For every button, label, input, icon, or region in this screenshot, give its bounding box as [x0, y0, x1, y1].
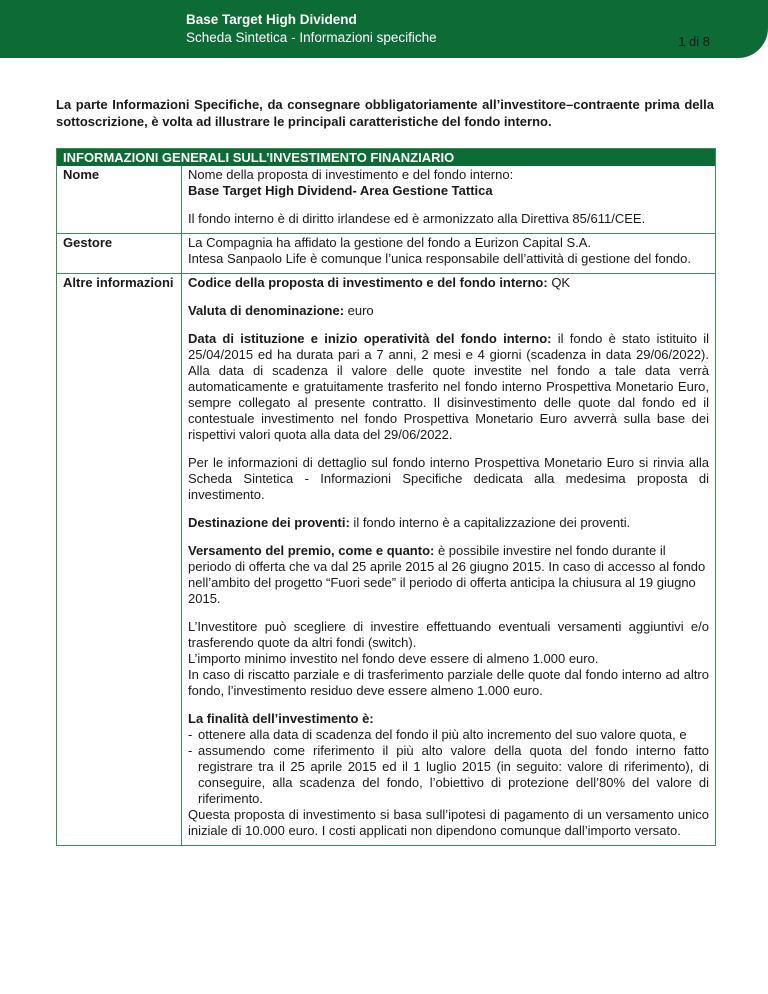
- destinazione-value: il fondo interno è a capitalizzazione dei proventi.: [349, 515, 631, 530]
- row-content-gestore: [182, 234, 715, 273]
- gestore-line2: Intesa Sanpaolo Life è comunque l’unica responsabile dell’attività di gestione del fondo.: [188, 251, 692, 266]
- bullet-dash: -: [188, 727, 193, 742]
- document-title: Base Target High Dividend: [186, 12, 357, 27]
- codice-paragraph: [188, 275, 709, 291]
- valuta-value: euro: [344, 303, 374, 318]
- destinazione-paragraph: [188, 515, 709, 531]
- table-row-altre-informazioni: [57, 273, 715, 845]
- versamento-text: è possibile investire nel fondo durante il periodo di offerta che va dal 25 aprile 2015 al 26 giugno 2015. In caso di accesso al fondo nell’ambito del progetto “Fuori sede” il periodo di offerta anticipa la chiusura al 19 giugno 2015.: [188, 543, 706, 606]
- gestore-line1: La Compagnia ha affidato la gestione del fondo a Eurizon Capital S.A.: [188, 235, 592, 250]
- info-table: [56, 148, 716, 846]
- page-indicator: 1 di 8: [678, 34, 710, 49]
- row-content-nome: [182, 166, 715, 233]
- document-subtitle: Scheda Sintetica - Informazioni specifiche: [186, 30, 437, 45]
- codice-label: Codice della proposta di investimento e del fondo interno:: [188, 275, 548, 290]
- valuta-paragraph: [188, 303, 709, 319]
- row-label-altre: Altre informazioni: [57, 274, 182, 845]
- switch-block: [188, 619, 709, 699]
- table-row-gestore: [57, 233, 715, 273]
- table-header: INFORMAZIONI GENERALI SULL’INVESTIMENTO FINANZIARIO: [57, 149, 715, 166]
- riscatto-text: In caso di riscatto parziale e di trasferimento parziale delle quote dal fondo interno ad altro fondo, l’investimento residuo deve essere almeno 1.000 euro.: [188, 667, 709, 698]
- rinvio-paragraph: Per le informazioni di dettaglio sul fondo interno Prospettiva Monetario Euro si rinvia alla Scheda Sintetica - Informazioni Specifiche dedicata alla medesima proposta di investimento.: [188, 455, 709, 502]
- minimo-text: L’importo minimo investito nel fondo deve essere di almeno 1.000 euro.: [188, 651, 599, 666]
- codice-value: QK: [547, 275, 571, 290]
- ipotesi-text: Questa proposta di investimento si basa sull’ipotesi di pagamento di un versamento unico iniziale di 10.000 euro. I costi applicati non dipendono comunque dall’importo versato.: [188, 807, 709, 838]
- nome-fund-name: Base Target High Dividend- Area Gestione Tattica: [188, 183, 493, 198]
- table-row-nome: [57, 166, 715, 233]
- row-content-altre: [182, 274, 715, 845]
- versamento-label: Versamento del premio, come e quanto:: [188, 543, 435, 558]
- finalita-label: La finalità dell’investimento è:: [188, 711, 374, 726]
- header-banner: [0, 0, 768, 58]
- bullet-dash: -: [188, 743, 193, 758]
- intro-paragraph: La parte Informazioni Specifiche, da consegnare obbligatoriamente all’investitore–contraente prima della sottoscrizione, è volta ad illustrare le principali caratteristiche del fondo interno.: [56, 97, 714, 129]
- finalita-bullet: [188, 727, 709, 743]
- data-istituzione-text: il fondo è stato istituito il 25/04/2015 ed ha durata pari a 7 anni, 2 mesi e 4 giorni (scadenza in data 29/06/2022). Alla data di scadenza il valore delle quote investite nel fondo a tale data verrà automaticamente e gratuitamente trasferito nel fondo interno Prospettiva Monetario Euro, sempre collegato al presente contratto. Il disinvestimento delle quote dal fondo ed il contestuale investimento nel fondo Prospettiva Monetario Euro avverrà sulla base dei rispettivi valori quota alla data del 29/06/2022.: [188, 331, 709, 442]
- nome-line3: Il fondo interno è di diritto irlandese ed è armonizzato alla Direttiva 85/611/CEE.: [188, 211, 646, 226]
- row-label-nome: Nome: [57, 166, 182, 233]
- data-istituzione-label: Data di istituzione e inizio operatività del fondo interno:: [188, 331, 552, 346]
- nome-line1: Nome della proposta di investimento e del fondo interno:: [188, 167, 514, 182]
- versamento-paragraph: [188, 543, 709, 607]
- destinazione-label: Destinazione dei proventi:: [188, 515, 350, 530]
- switch-text: L’Investitore può scegliere di investire effettuando eventuali versamenti aggiuntivi e/o trasferendo quote da altri fondi (switch).: [188, 619, 709, 650]
- row-label-gestore: Gestore: [57, 234, 182, 273]
- finalita-block: [188, 711, 709, 839]
- bullet-text: ottenere alla data di scadenza del fondo il più alto incremento del suo valore quota, e: [198, 727, 687, 742]
- data-istituzione-paragraph: [188, 331, 709, 443]
- finalita-bullet: [188, 743, 709, 807]
- bullet-text: assumendo come riferimento il più alto valore della quota del fondo interno fatto registrare tra il 25 aprile 2015 ed il 1 luglio 2015 (in seguito: valore di riferimento), di conseguire, alla scadenza del fondo, l’obiettivo di protezione dell’80% del valore di riferimento.: [198, 743, 709, 806]
- valuta-label: Valuta di denominazione:: [188, 303, 345, 318]
